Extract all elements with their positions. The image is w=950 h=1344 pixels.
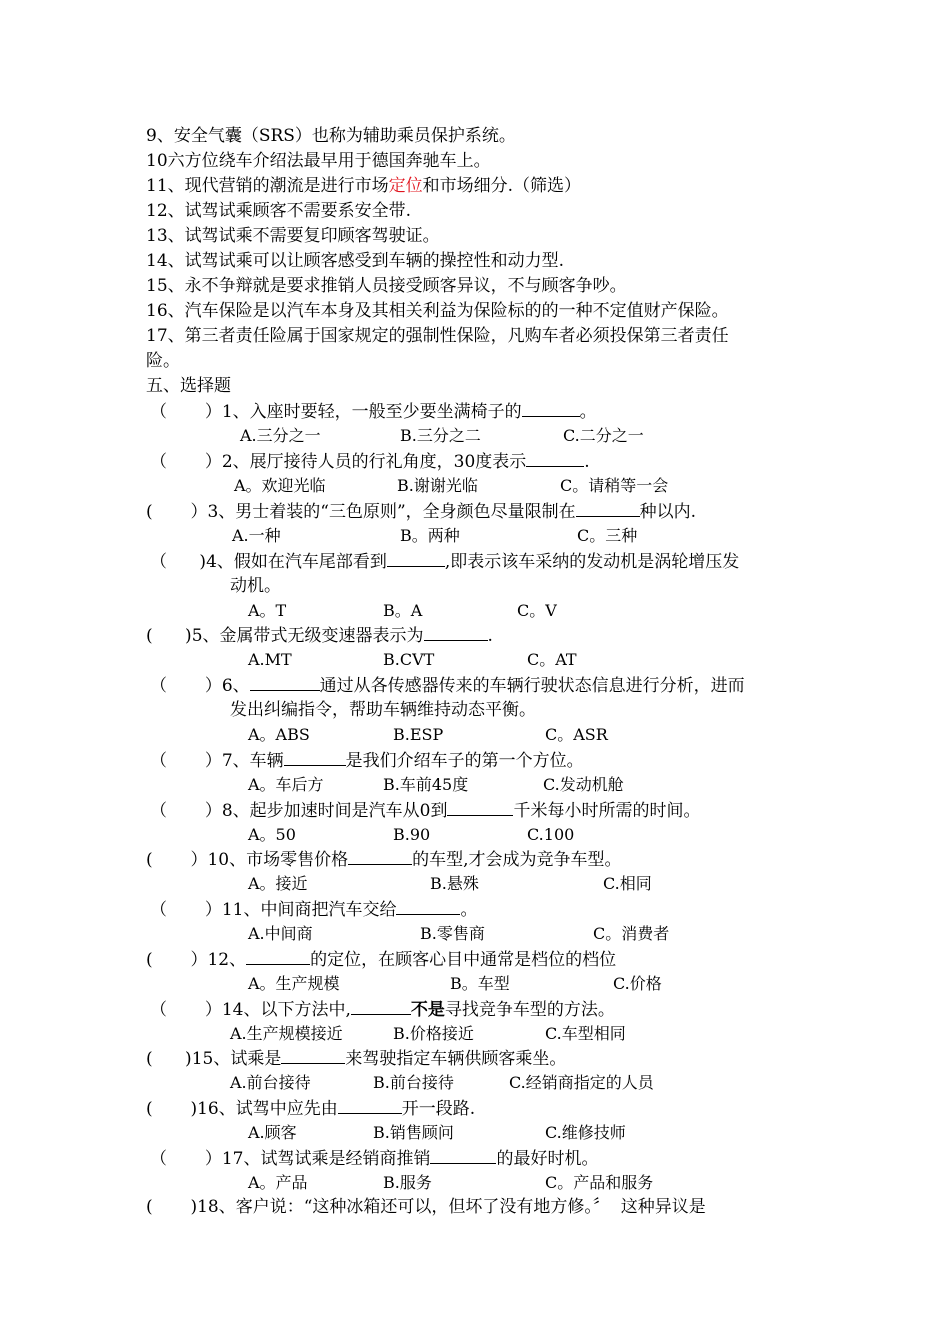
option-b[interactable]: B.ESP <box>393 725 444 744</box>
option-a[interactable]: A.中间商 <box>248 924 313 943</box>
answer-paren[interactable]: ( ) <box>146 1197 198 1217</box>
question-text-tail: 开一段路. <box>401 1099 476 1119</box>
statement-16: 16、汽车保险是以汽车本身及其相关利益为保险标的的一种不定值财产保险。 <box>146 301 729 321</box>
question-text: 5、金属带式无级变速器表示为 <box>191 626 424 646</box>
answer-blank[interactable] <box>284 748 346 766</box>
answer-blank[interactable] <box>348 847 412 865</box>
question-text-tail: 千米每小时所需的时间。 <box>513 801 701 821</box>
option-c[interactable]: C.经销商指定的人员 <box>509 1073 654 1092</box>
question-1 <box>150 399 597 424</box>
option-c[interactable]: C.维修技师 <box>545 1123 626 1142</box>
answer-blank[interactable] <box>430 1146 496 1164</box>
answer-blank[interactable] <box>522 399 580 417</box>
question-text-tail: ,即表示该车采纳的发动机是涡轮增压发 <box>444 552 740 572</box>
question-text-tail: 通过从各传感器传来的车辆行驶状态信息进行分析，进而 <box>319 676 745 696</box>
option-c[interactable]: C.100 <box>527 825 575 844</box>
option-b[interactable]: B.车前45度 <box>383 775 469 794</box>
section-title: 五、选择题 <box>146 376 231 396</box>
option-a[interactable]: A.三分之一 <box>240 426 321 445</box>
option-b[interactable]: B.销售顾问 <box>373 1123 454 1142</box>
option-b[interactable]: B.服务 <box>383 1173 432 1192</box>
question-text: 17、试驾试乘是经销商推销 <box>221 1149 431 1169</box>
statement-17: 17、第三者责任险属于国家规定的强制性保险，凡购车者必须投保第三者责任 <box>146 326 729 346</box>
answer-paren[interactable]: （ ） <box>150 751 222 771</box>
question-10 <box>146 847 622 872</box>
question-18 <box>146 1195 706 1219</box>
option-c[interactable]: C.车型相同 <box>545 1024 626 1043</box>
answer-paren[interactable]: ( ） <box>146 950 208 970</box>
question-text: 4、假如在汽车尾部看到 <box>206 552 387 572</box>
answer-blank[interactable] <box>576 499 640 517</box>
statement-13: 13、试驾试乘不需要复印顾客驾驶证。 <box>146 226 440 246</box>
option-c[interactable]: C.相同 <box>603 874 652 893</box>
answer-paren[interactable]: （ ） <box>150 676 222 696</box>
answer-blank[interactable] <box>281 1046 345 1064</box>
statement-14: 14、试驾试乘可以让顾客感受到车辆的操控性和动力型. <box>146 251 565 271</box>
statement-10: 10六方位绕车介绍法最早用于德国奔驰车上。 <box>146 151 491 171</box>
question-text: 15、试乘是 <box>191 1049 282 1069</box>
question-text: 18、客户说：“这种冰箱还可以，但坏了没有地方修。〞 这种异议是 <box>197 1197 706 1217</box>
answer-paren[interactable]: ( ) <box>146 626 192 646</box>
question-7 <box>150 748 584 773</box>
question-text: 11、中间商把汽车交给 <box>221 900 397 920</box>
answer-blank[interactable] <box>351 997 411 1015</box>
question-text-tail: 。 <box>579 402 597 422</box>
answer-blank[interactable] <box>424 623 488 641</box>
answer-blank[interactable] <box>447 798 513 816</box>
question-11 <box>150 897 477 922</box>
answer-paren[interactable]: （ ） <box>150 801 222 821</box>
option-a[interactable]: A。接近 <box>248 874 308 893</box>
question-text-tail: 的定位，在顾客心目中通常是档位的档位 <box>310 950 617 970</box>
question-text-tail: 的最好时机。 <box>496 1149 599 1169</box>
question-14 <box>150 997 615 1022</box>
option-b[interactable]: B.零售商 <box>420 924 485 943</box>
question-text-tail: . <box>584 452 590 472</box>
option-a[interactable]: A.一种 <box>232 526 281 545</box>
question-text: 10、市场零售价格 <box>207 850 349 870</box>
option-c[interactable]: C。产品和服务 <box>545 1173 654 1192</box>
question-6 <box>150 673 745 698</box>
question-text: 16、试驾中应先由 <box>197 1099 338 1119</box>
option-a[interactable]: A。ABS <box>248 725 310 744</box>
question-text-tail: 。 <box>460 900 478 920</box>
question-2 <box>150 449 590 474</box>
question-text-tail: 的车型,才会成为竞争车型。 <box>412 850 622 870</box>
option-c[interactable]: C。ASR <box>545 725 608 744</box>
option-c[interactable]: C。请稍等一会 <box>560 476 669 495</box>
option-b[interactable]: B。两种 <box>400 526 460 545</box>
option-a[interactable]: A。T <box>248 601 287 620</box>
option-c[interactable]: C.价格 <box>613 974 662 993</box>
question-4 <box>150 549 739 574</box>
option-a[interactable]: A。欢迎光临 <box>234 476 326 495</box>
question-text: 6、 <box>221 676 250 696</box>
answer-paren[interactable]: （ ） <box>150 1000 222 1020</box>
question-15 <box>146 1046 566 1071</box>
option-b[interactable]: B.90 <box>393 825 431 844</box>
answer-paren[interactable]: ( ） <box>146 502 208 522</box>
statement-11-text: 11、现代营销的潮流是进行市场 <box>146 176 389 196</box>
option-c[interactable]: C.发动机舱 <box>543 775 624 794</box>
option-a[interactable]: A.生产规模接近 <box>230 1024 343 1043</box>
question-17 <box>150 1146 598 1171</box>
option-c[interactable]: C.二分之一 <box>563 426 644 445</box>
emphasis-text: 不是 <box>410 1000 445 1020</box>
question-text: 14、以下方法中, <box>221 1000 351 1020</box>
answer-blank[interactable] <box>396 897 460 915</box>
statement-12: 12、试驾试乘顾客不需要系安全带. <box>146 201 412 221</box>
statement-11-highlight: 定位 <box>388 176 423 196</box>
option-a[interactable]: A.前台接待 <box>230 1073 311 1092</box>
question-4-cont: 动机。 <box>230 576 281 596</box>
option-a[interactable]: A。车后方 <box>248 775 324 794</box>
answer-paren[interactable]: （ ） <box>150 402 222 422</box>
question-text: 7、车辆 <box>221 751 284 771</box>
question-text-tail: 寻找竞争车型的方法。 <box>444 1000 615 1020</box>
option-b[interactable]: B.CVT <box>383 650 435 669</box>
statement-11 <box>146 174 581 198</box>
option-b[interactable]: B。A <box>383 601 423 620</box>
statement-9: 9、安全气囊（SRS）也称为辅助乘员保护系统。 <box>146 126 516 146</box>
question-text-tail: 来驾驶指定车辆供顾客乘坐。 <box>345 1049 567 1069</box>
answer-blank[interactable] <box>526 449 584 467</box>
answer-blank[interactable] <box>338 1096 402 1114</box>
statement-15: 15、永不争辩就是要求推销人员接受顾客异议，不与顾客争吵。 <box>146 276 627 296</box>
question-text-tail: . <box>487 626 493 646</box>
option-b[interactable]: B.价格接近 <box>393 1024 474 1043</box>
answer-paren[interactable]: （ ） <box>150 1149 222 1169</box>
question-12 <box>146 947 616 972</box>
option-b[interactable]: B.悬殊 <box>430 874 479 893</box>
question-16 <box>146 1096 475 1121</box>
answer-paren[interactable]: （ ） <box>150 900 222 920</box>
option-a[interactable]: A.顾客 <box>248 1123 297 1142</box>
question-text: 2、展厅接待人员的行礼角度，30度表示 <box>221 452 527 472</box>
answer-paren[interactable]: （ ） <box>150 452 222 472</box>
option-a[interactable]: A。50 <box>248 825 296 844</box>
option-c[interactable]: C。V <box>517 601 557 620</box>
question-text: 12、 <box>207 950 247 970</box>
option-c[interactable]: C。消费者 <box>593 924 670 943</box>
option-a[interactable]: A.MT <box>248 650 292 669</box>
answer-blank[interactable] <box>246 947 310 965</box>
answer-paren[interactable]: ( ） <box>146 850 208 870</box>
question-6-cont: 发出纠编指令，帮助车辆维持动态平衡。 <box>230 700 536 720</box>
question-text: 1、入座时要轻，一般至少要坐满椅子的 <box>221 402 522 422</box>
question-text: 3、男士着装的“三色原则”，全身颜色尽量限制在 <box>207 502 576 522</box>
option-b[interactable]: B。车型 <box>450 974 510 993</box>
answer-paren[interactable]: （ ) <box>150 552 207 572</box>
question-3 <box>146 499 696 524</box>
question-8 <box>150 798 700 823</box>
question-text-tail: 是我们介绍车子的第一个方位。 <box>345 751 584 771</box>
option-a[interactable]: A。产品 <box>248 1173 308 1192</box>
statement-11-tail: 和市场细分.（筛选） <box>422 176 582 196</box>
answer-blank[interactable] <box>250 673 320 691</box>
option-c[interactable]: C。三种 <box>577 526 638 545</box>
option-c[interactable]: C。AT <box>527 650 577 669</box>
question-5 <box>146 623 493 648</box>
question-text-tail: 种以内. <box>639 502 697 522</box>
answer-paren[interactable]: ( ) <box>146 1049 192 1069</box>
option-b[interactable]: B.三分之二 <box>400 426 481 445</box>
statement-17-cont: 险。 <box>146 351 180 371</box>
option-b[interactable]: B.前台接待 <box>373 1073 454 1092</box>
option-a[interactable]: A。生产规模 <box>248 974 340 993</box>
option-b[interactable]: B.谢谢光临 <box>397 476 478 495</box>
question-text: 8、起步加速时间是汽车从0到 <box>221 801 448 821</box>
answer-blank[interactable] <box>387 549 445 567</box>
answer-paren[interactable]: ( ) <box>146 1099 198 1119</box>
